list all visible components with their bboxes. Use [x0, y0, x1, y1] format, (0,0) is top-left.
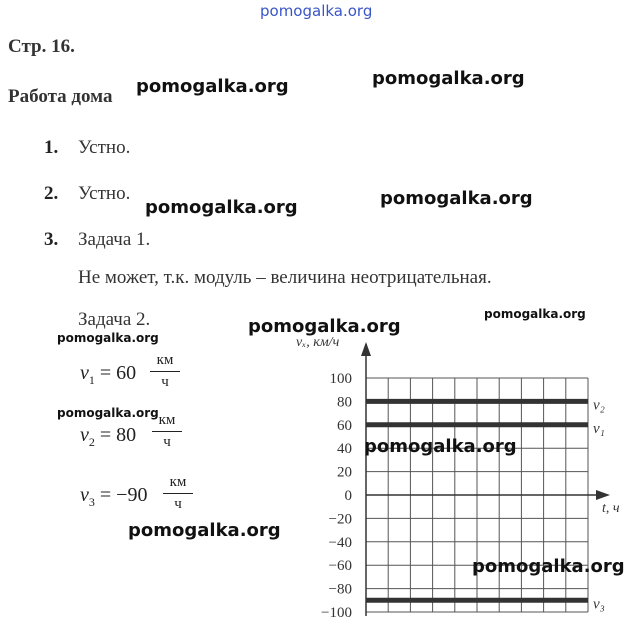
y-tick-label: −80	[328, 581, 352, 598]
y-axis-arrow	[361, 342, 371, 356]
eq-rhs: = 80	[99, 424, 137, 446]
eq-var: v	[80, 484, 89, 506]
y-tick-label: −100	[321, 605, 352, 621]
unit-fraction-v3	[163, 474, 193, 513]
watermark: pomogalka.org	[380, 188, 533, 209]
eq-sub: 2	[88, 435, 95, 449]
unit-denominator: ч	[163, 434, 171, 450]
series-label: v₃	[593, 596, 605, 613]
x-axis-label: t, ч	[602, 501, 620, 516]
task2-label: Задача 2.	[78, 309, 151, 330]
series-label: v₁	[593, 420, 605, 437]
x-axis-arrow	[596, 490, 610, 500]
chart-ticks	[321, 371, 352, 621]
y-tick-label: 100	[329, 371, 352, 387]
item-2-number: 2.	[44, 183, 59, 204]
chart-series	[366, 397, 605, 612]
y-tick-label: −20	[328, 511, 352, 528]
y-tick-label: 0	[344, 488, 352, 504]
item-2-text: Устно.	[78, 183, 131, 204]
equation-v1	[80, 362, 136, 388]
watermark: pomogalka.org	[136, 76, 289, 97]
eq-var: v	[80, 424, 89, 446]
velocity-chart	[280, 330, 636, 630]
eq-sub: 1	[88, 373, 95, 387]
section-title: Работа дома	[8, 86, 113, 107]
eq-var: v	[80, 362, 89, 384]
y-tick-label: 20	[337, 464, 352, 481]
eq-rhs: = 60	[99, 362, 137, 384]
unit-denominator: ч	[161, 374, 169, 390]
y-tick-label: −60	[328, 558, 352, 575]
watermark: pomogalka.org	[57, 331, 159, 345]
unit-fraction-v1	[150, 352, 180, 391]
equation-v3	[80, 484, 147, 510]
watermark: pomogalka.org	[472, 556, 625, 577]
watermark: pomogalka.org	[364, 436, 517, 457]
page-number: Стр. 16.	[8, 36, 75, 57]
watermark: pomogalka.org	[484, 307, 586, 321]
y-tick-label: 80	[337, 394, 352, 411]
y-tick-label: −40	[328, 534, 352, 551]
unit-denominator: ч	[174, 496, 182, 512]
item-3-text: Задача 1.	[78, 229, 151, 250]
y-tick-label: 60	[337, 417, 352, 434]
y-axis-label: vₓ, км/ч	[296, 335, 340, 350]
watermark: pomogalka.org	[145, 197, 298, 218]
y-tick-label: 40	[337, 441, 352, 458]
unit-numerator: км	[152, 412, 182, 432]
equation-v2	[80, 424, 136, 450]
watermark: pomogalka.org	[57, 406, 159, 420]
watermark: pomogalka.org	[128, 520, 281, 541]
watermark: pomogalka.org	[372, 68, 525, 89]
task1-answer: Не может, т.к. модуль – величина неотрицательная.	[78, 267, 492, 288]
item-3-number: 3.	[44, 229, 59, 250]
watermark-top: pomogalka.org	[260, 2, 373, 20]
unit-numerator: км	[150, 352, 180, 372]
eq-rhs: = −90	[99, 484, 148, 506]
item-1-text: Устно.	[78, 137, 131, 158]
unit-numerator: км	[163, 474, 193, 494]
watermark: pomogalka.org	[248, 316, 401, 337]
series-label: v₂	[593, 397, 605, 414]
eq-sub: 3	[88, 495, 95, 509]
item-1-number: 1.	[44, 137, 59, 158]
